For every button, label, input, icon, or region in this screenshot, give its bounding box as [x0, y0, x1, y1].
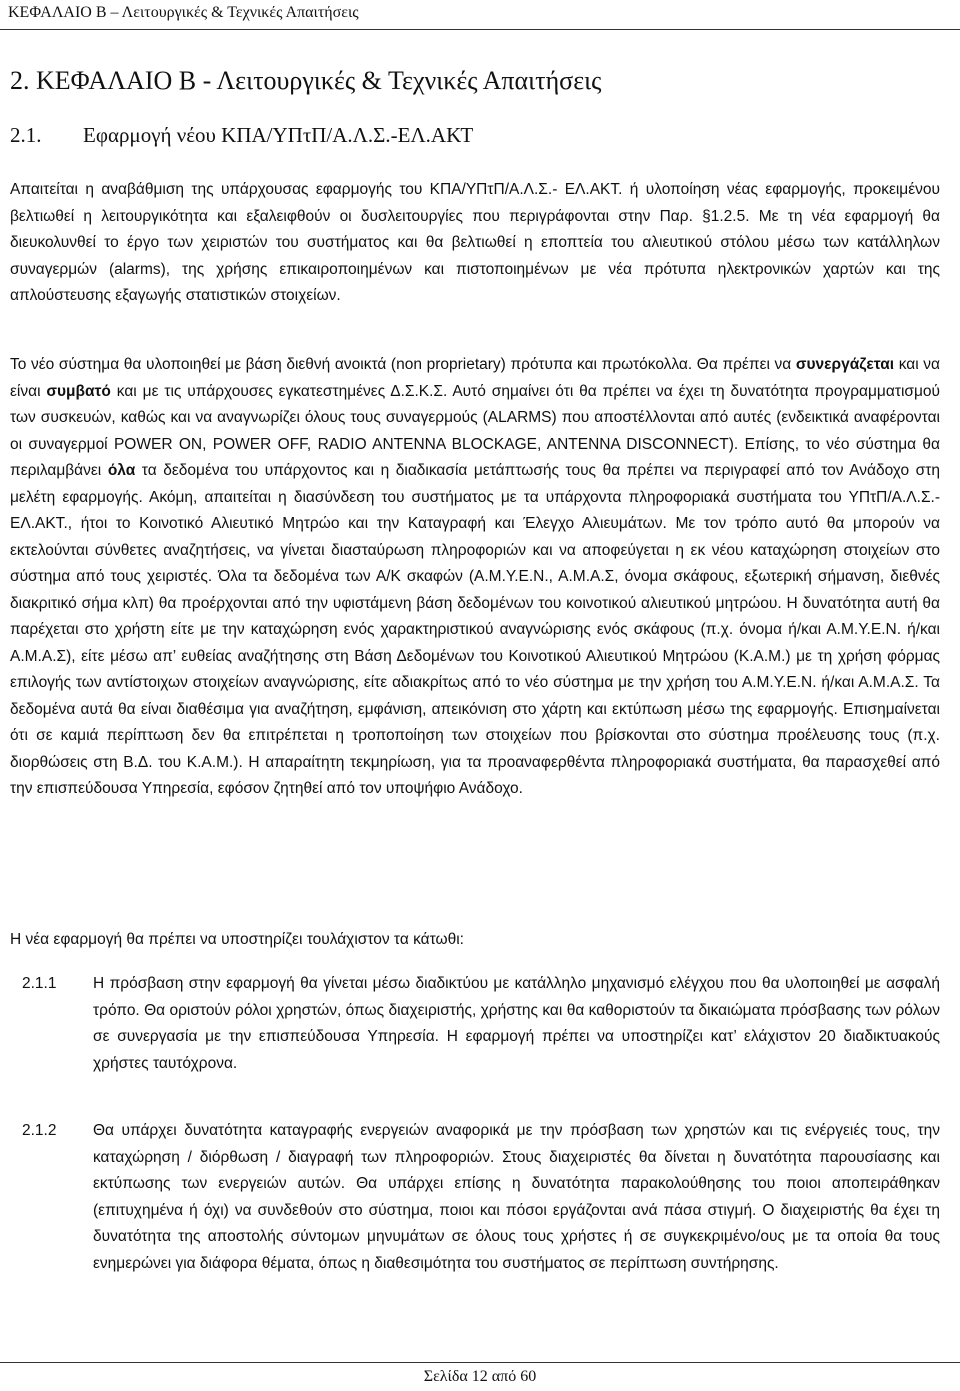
requirement-item: [22, 971, 940, 1077]
section-title: Εφαρμογή νέου ΚΠΑ/ΥΠτΠ/Α.Λ.Σ.-ΕΛ.ΑΚΤ: [83, 123, 474, 147]
requirement-text: Θα υπάρχει δυνατότητα καταγραφής ενεργειών αναφορικά με την πρόσβαση των χρηστών και τις ενέργειές τους, την καταχώρηση / διόρθωση / διαγραφή των πληροφοριών. Στους διαχειριστές θα δίνεται η δυνατότητα παρουσίασης και εκτύπωσης των ενεργειών αυτών. Θα υπάρχει επίσης η δυνατότητα παρακολούθησης του ποιοι αποπειράθηκαν (επιτυχημένα ή όχι) να συνδεθούν στο σύστημα, ποιοι και πόσοι εργάζονται ανά πάσα στιγμή. Ο διαχειριστής θα έχει τη δυνατότητα της αποστολής σύντομων μηνυμάτων σε όλους τους χρήστες ή σε συγκεκριμένο/ους με τα οποία θα τους ενημερώνει για διάφορα θέματα, όπως η διαθεσιμότητα του συστήματος σε περίπτωση συντήρησης.: [93, 1122, 940, 1272]
requirement-item: [22, 1118, 940, 1277]
section-heading: [10, 120, 473, 150]
bold-term-cooperate: συνεργάζεται: [795, 356, 895, 373]
bold-term-all: όλα: [107, 462, 136, 479]
page-number: Σελίδα 12 από 60: [423, 1368, 537, 1385]
paragraph-text: τα δεδομένα του υπάρχοντος και η διαδικασία μετάπτωσής τους θα πρέπει να περιγραφεί από τον Ανάδοχο στη μελέτη εφαρμογής. Ακόμη, απαιτείται η διασύνδεση του συστήματος με τα υπάρχοντα πληροφοριακά συστήματα του ΥΠτΠ/Α.Λ.Σ.-ΕΛ.ΑΚΤ., ήτοι το Κοινοτικό Αλιευτικό Μητρώο και την Καταγραφή και Έλεγχο Αλιευμάτων. Με τον τρόπο αυτό θα μπορούν να εκτελούνται σύνθετες αναζητήσεις, να γίνεται διασταύρωση πληροφοριών και να αποφεύγεται η εκ νέου καταχώρηση στοιχείων στο σύστημα από τους χειριστές. Όλα τα δεδομένα των Α/Κ σκαφών (Α.Μ.Υ.Ε.Ν., Α.Μ.Α.Σ, όνομα σκάφους, εξωτερική σήμανση, διεθνές διακριτικό σήμα κλπ) θα προέρχονται από την υφιστάμενη βάση δεδομένων του κοινοτικού αλιευτικού μητρώου. Η δυνατότητα αυτή θα παρέχεται στο χρήστη είτε με την καταχώρηση ενός χαρακτηριστικού αναγνώρισης ενός σκάφους (π.χ. όνομα ή/και Α.Μ.Υ.Ε.Ν. ή/και Α.Μ.Α.Σ), είτε μέσω απ’ ευθείας αναζήτησης στη Βάση Δεδομένων του Κοινοτικού Αλιευτικού Μητρώου (Κ.Α.Μ.) με τη χρήση φόρμας επιλογής των αντίστοιχων στοιχείων αναγνώρισης, είτε αδιακρίτως από το νέο σύστημα με την χρήση του Α.Μ.Υ.Ε.Ν. ή/και Α.Μ.Α.Σ. Τα δεδομένα αυτά θα είναι διαθέσιμα για αναζήτηση, εμφάνιση, απεικόνιση στο χάρτη και εκτύπωση μέσω της εφαρμογής. Επισημαίνεται ότι σε καμιά περίπτωση δεν θα επιτρέπεται η τροποποίηση των στοιχείων που βρίσκονται στο σύστημα προέλευσης τους (π.χ. διορθώσεις στη Β.Δ. του Κ.Α.Μ.). Η απαραίτητη τεκμηρίωση, για τα προαναφερθέντα πληροφοριακά συστήματα, θα παρασχεθεί από την επισπεύδουσα Υπηρεσία, εφόσον ζητηθεί από τον υποψήφιο Ανάδοχο.: [10, 462, 940, 797]
running-header: ΚΕΦΑΛΑΙΟ Β – Λειτουργικές & Τεχνικές Απαιτήσεις: [8, 4, 359, 21]
intro-paragraph: Απαιτείται η αναβάθμιση της υπάρχουσας εφαρμογής του ΚΠΑ/ΥΠτΠ/Α.Λ.Σ.- ΕΛ.ΑΚΤ. ή υλοποίηση νέας εφαρμογής, προκειμένου βελτιωθεί η λειτουργικότητα και εξαλειφθούν οι δυσλειτουργίες που περιγράφονται στην Παρ. §1.2.5. Με τη νέα εφαρμογή θα διευκολυνθεί το έργο των χειριστών του συστήματος και θα βελτιωθεί η εποπτεία του αλιευτικού στόλου μέσω των κατάλληλων συναγερμών (alarms), της χρήσης επικαιροποιημένων και πιστοποιημένων με νέα πρότυπα ηλεκτρονικών χαρτών και της απλούστευσης εξαγωγής στατιστικών στοιχείων.: [10, 181, 940, 304]
header-divider: [0, 29, 960, 30]
requirement-text: Η πρόσβαση στην εφαρμογή θα γίνεται μέσω διαδικτύου με κατάλληλο μηχανισμό ελέγχου που θα υλοποιηθεί με ασφαλή τρόπο. Θα οριστούν ρόλοι χρηστών, όπως διαχειριστής, χρήστης και θα καθοριστούν τα δικαιώματα πρόσβασης των ρόλων σε συνεργασία με την επισπεύδουσα Υπηρεσία. Η εφαρμογή πρέπει να υποστηρίζει κατ’ ελάχιστον 20 διαδικτυακούς χρήστες ταυτόχρονα.: [93, 975, 940, 1072]
requirements-intro: Η νέα εφαρμογή θα πρέπει να υποστηρίζει τουλάχιστον τα κάτωθι:: [10, 931, 464, 948]
bold-term-compatible: συμβατό: [46, 382, 111, 400]
paragraph-text: Το νέο σύστημα θα υλοποιηθεί με βάση διεθνή ανοικτά (non proprietary) πρότυπα και πρωτόκολλα. Θα πρέπει να: [10, 356, 796, 373]
requirement-number: 2.1.1: [22, 975, 57, 992]
footer-divider: [0, 1362, 960, 1363]
system-description-paragraph: [10, 352, 940, 803]
paragraph-text: και με τις υπάρχουσες εγκατεστημένες Δ.Σ.Κ.Σ. Αυτό σημαίνει ότι θα πρέπει να έχει τη δυνατότητα προγραμματισμού των συσκευών, καθώς και να αναγνωρίζει όλους τους συναγερμούς (ALARMS) που αποστέλλονται από αυτές (ενδεικτικά αναφέρονται οι συναγερμοί POWER ON, POWER OFF, RADIO ANTENNA BLOCKAGE, ANTENNA DISCONNECT). Επίσης, το νέο σύστημα θα περιλαμβάνει: [10, 382, 940, 479]
paragraph-text: και να είναι: [10, 356, 940, 400]
requirement-number: 2.1.2: [22, 1122, 57, 1139]
chapter-title: 2. ΚΕΦΑΛΑΙΟ Β - Λειτουργικές & Τεχνικές Απαιτήσεις: [10, 66, 602, 95]
section-number: 2.1.: [10, 123, 42, 147]
